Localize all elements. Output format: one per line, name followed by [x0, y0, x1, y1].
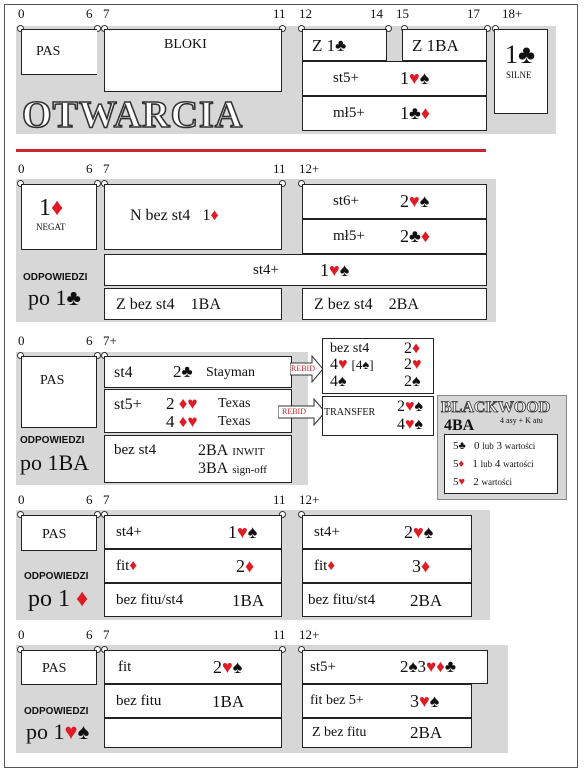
resp1d-label-top: ODPOWIEDZI: [24, 571, 89, 582]
hs-zbezfitu-label: Z bez fitu: [312, 725, 367, 740]
range-0: 0: [18, 6, 25, 21]
range-12: 12: [299, 6, 312, 21]
range-7: 7: [103, 161, 110, 176]
resp1c-label-po: po 1♣: [28, 285, 81, 310]
st4-label: st4+: [253, 262, 279, 278]
openings-pas: PAS: [36, 44, 61, 59]
rb-b2: 2♥: [404, 356, 422, 373]
strong-label: SILNE: [506, 70, 532, 80]
n-bez-st4: N bez st4 1♦: [130, 207, 219, 224]
hs-bezfitu-label: bez fitu: [116, 693, 162, 709]
hs-fitbez5-label: fit bez 5+: [310, 693, 364, 708]
st6-label: st6+: [333, 193, 359, 209]
range-0: 0: [18, 161, 25, 176]
nt-pas: PAS: [40, 373, 65, 388]
rb-4s: 4♠: [330, 373, 347, 390]
range-12plus: 12+: [299, 627, 320, 642]
resp1hs-label-po: po 1♥♠: [26, 719, 90, 744]
texas-bid1: 2 ♦♥: [166, 394, 198, 413]
d-st4b-bid: 2♥♠: [404, 522, 434, 542]
hs-fitbez5-bid: 3♥♠: [410, 691, 440, 711]
negat-label: NEGAT: [36, 222, 66, 232]
texas-bid2: 4 ♦♥: [166, 412, 198, 431]
range-6: 6: [86, 6, 93, 21]
range-0: 0: [18, 627, 25, 642]
blackwood-bid: 4BA: [444, 417, 475, 434]
ml5b-row: [302, 219, 487, 254]
d-fit-label: fit♦: [116, 558, 137, 574]
tr-b1: 2♥♠: [397, 398, 423, 415]
hs-fit-label: fit: [118, 659, 132, 675]
range-0: 0: [18, 333, 25, 348]
z-bez-st4-b: Z bez st4 2BA: [314, 296, 419, 313]
rebid-label-2: REBID: [282, 407, 306, 416]
texas-label2: Texas: [218, 414, 251, 429]
ml5-bid: 1♣♦: [400, 103, 430, 123]
rb-bez-st4: bez st4: [330, 341, 370, 356]
st6-row: [302, 184, 487, 219]
hs-fit-bid: 2♥♠: [213, 657, 243, 677]
signoff-bid: 3BA sign-off: [198, 460, 267, 477]
stayman-bid: 2♣: [173, 362, 193, 381]
resp1nt-label-po: po 1BA: [20, 450, 90, 475]
range-6: 6: [86, 161, 93, 176]
range-7: 7: [103, 627, 110, 642]
range-15: 15: [396, 6, 409, 21]
st5-row: [302, 61, 487, 96]
d-bezfitub-label: bez fitu/st4: [308, 592, 376, 608]
resp1nt-label-top: ODPOWIEDZI: [20, 435, 85, 446]
range-18: 18+: [502, 6, 523, 21]
range-11: 11: [273, 6, 286, 21]
range-12plus: 12+: [299, 161, 320, 176]
range-0: 0: [18, 492, 25, 507]
bez-st4-label: bez st4: [114, 442, 157, 458]
z1ba-text: Z 1BA: [412, 36, 459, 55]
range-6: 6: [86, 492, 93, 507]
rb-b1: 2♦: [404, 340, 421, 357]
d-bezfitub-bid: 2BA: [410, 591, 443, 610]
rb-4h: 4♥ [4♠]: [330, 356, 374, 373]
resp1d-label-po: po 1 ♦: [28, 586, 89, 612]
bw-row-2: 5♦ 1 lub 4 wartości: [453, 458, 534, 470]
resp1c-label-top: ODPOWIEDZI: [23, 272, 88, 283]
d-st4-bid: 1♥♠: [228, 522, 258, 542]
bw-row-1: 5♣ 0 lub 3 wartości: [453, 440, 536, 452]
texas-st5: st5+: [114, 396, 142, 413]
range-11: 11: [273, 627, 286, 642]
inwit-bid: 2BA INWIT: [198, 442, 265, 459]
ml5b-label: mł5+: [333, 228, 365, 244]
range-11: 11: [273, 492, 286, 507]
range-7plus: 7+: [103, 333, 117, 348]
st5-label: st5+: [333, 70, 359, 86]
section-divider: [16, 149, 486, 152]
strong-bid: 1♣: [505, 40, 536, 69]
d-st4b-label: st4+: [314, 524, 340, 540]
resp1hs-label-top: ODPOWIEDZI: [24, 706, 89, 717]
ml5b-bid: 2♣♦: [400, 226, 430, 246]
range-11: 11: [273, 161, 286, 176]
stayman-label: Stayman: [206, 365, 255, 380]
d-pas: PAS: [42, 527, 67, 542]
rb-b3: 2♠: [404, 373, 421, 390]
ml5-row: [302, 96, 487, 131]
texas-label1: Texas: [218, 396, 251, 411]
d-bezfitu-label: bez fitu/st4: [116, 592, 184, 608]
blackwood-title: BLACKWOOD: [441, 399, 551, 416]
range-6: 6: [86, 333, 93, 348]
rebid-label-1: REBID: [291, 364, 315, 373]
d-fitb-label: fit♦: [314, 558, 335, 574]
z1c-text: Z 1♣: [312, 36, 347, 55]
st5-bid: 1♥♠: [400, 68, 430, 88]
ml5-label: mł5+: [333, 105, 365, 121]
hs-pas: PAS: [42, 661, 67, 676]
openings-title: OTWARCIA: [22, 94, 244, 136]
nt-pas-box: [21, 356, 97, 428]
st6-bid: 2♥♠: [400, 191, 430, 211]
range-6: 6: [86, 627, 93, 642]
range-12plus: 12+: [299, 492, 320, 507]
bw-row-3: 5♥ 2 wartości: [453, 476, 513, 488]
range-7: 7: [103, 492, 110, 507]
openings-bloki: BLOKI: [164, 37, 207, 52]
d-bezfitu-bid: 1BA: [232, 591, 265, 610]
range-14: 14: [370, 6, 383, 21]
d-st4-label: st4+: [116, 524, 142, 540]
hs-bezfitu-bid: 1BA: [212, 692, 245, 711]
negat-bid: 1♦: [39, 195, 64, 221]
hs-st5-label: st5+: [310, 659, 336, 675]
st4-row: [104, 254, 487, 286]
hs-st5-bid: 2♠3♥♦♣: [400, 657, 456, 676]
transfer-label: TRANSFER: [324, 407, 376, 418]
hs-empty-row: [104, 718, 282, 748]
blackwood-sub: 4 asy + K atu: [500, 416, 543, 425]
range-7: 7: [103, 6, 110, 21]
d-fit-bid: 2♦: [236, 556, 255, 576]
range-17: 17: [467, 6, 480, 21]
st4-bid: 1♥♠: [320, 260, 350, 280]
hs-zbezfitu-bid: 2BA: [410, 723, 443, 742]
z-bez-st4-a: Z bez st4 1BA: [116, 296, 221, 313]
stayman-st4: st4: [114, 364, 133, 381]
tr-b2: 4♥♠: [397, 416, 423, 433]
d-fitb-bid: 3♦: [412, 556, 431, 576]
